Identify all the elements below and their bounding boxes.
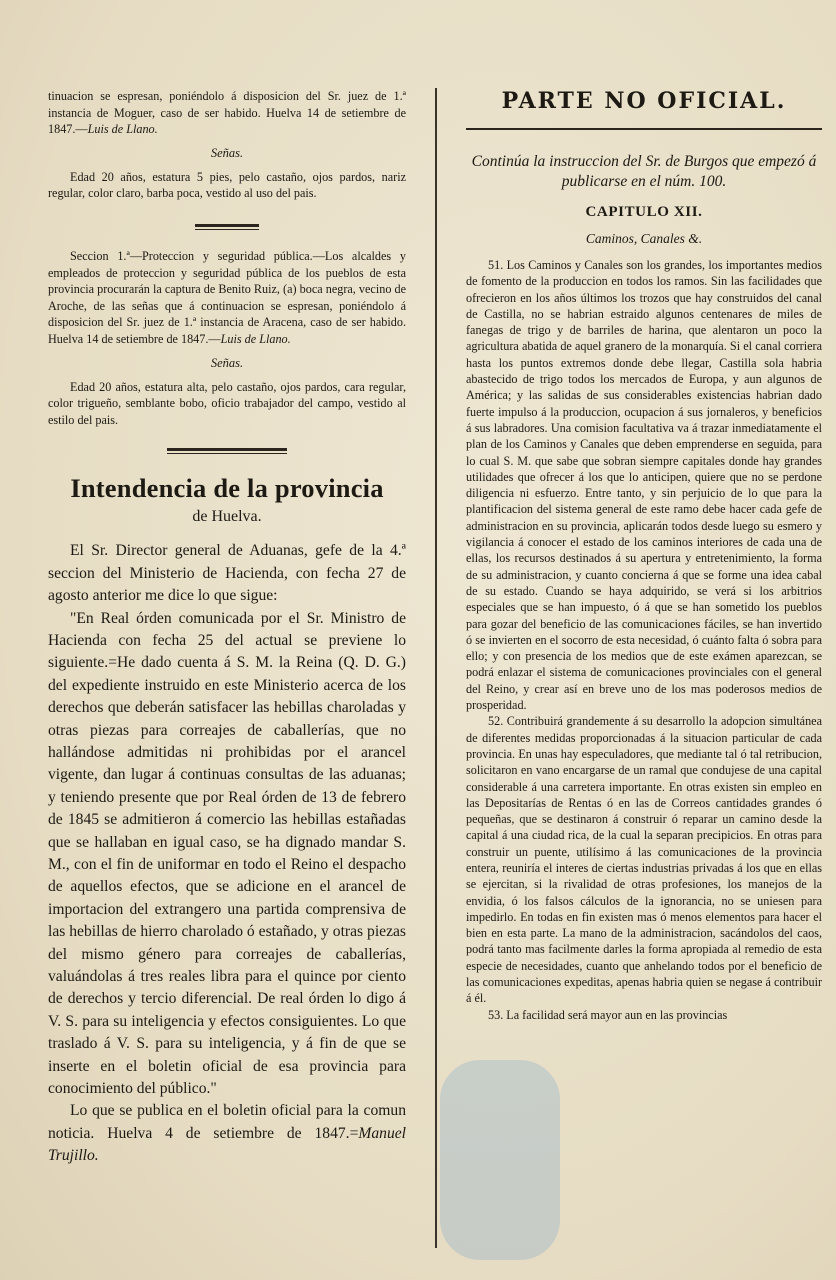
chapter-heading: CAPITULO XII. <box>585 204 703 220</box>
body-paragraph-3: Lo que se publica en el boletin oficial para la comun noticia. Huelva 4 de setiembre de 1847.=Manuel Trujillo. <box>48 1102 406 1165</box>
parte-no-oficial-heading: PARTE NO OFICIAL. <box>501 88 787 114</box>
right-column <box>466 88 822 1023</box>
section-divider <box>167 448 287 451</box>
intendencia-subheading: de Huelva. <box>192 508 262 526</box>
senas-text-1: Edad 20 años, estatura 5 pies, pelo castaño, ojos pardos, nariz regular, color claro, barba poca, vestido al uso del pais. <box>48 169 406 201</box>
paragraph-53: 53. La facilidad será mayor aun en las provincias <box>488 1007 728 1022</box>
senas-label-2: Señas. <box>210 355 244 370</box>
senas-text-2: Edad 20 años, estatura alta, pelo castaño, ojos pardos, cara regular, color trigueño, semblante bobo, oficio trabajador del campo, vestido al estilo del pais. <box>48 379 406 427</box>
notice-paragraph-1: tinuacion se espresan, poniéndolo á disposicion del Sr. juez de 1.ª instancia de Moguer, caso de ser habido. Huelva 14 de setiembre de 1847.—Luis de Llano. <box>48 89 406 137</box>
body-paragraph-1: El Sr. Director general de Aduanas, gefe de la 4.ª seccion del Ministerio de Hacienda, con fecha 27 de agosto anterior me dice lo que sigue: <box>48 542 406 605</box>
seccion-paragraph: Seccion 1.ª—Proteccion y seguridad pública.—Los alcaldes y empleados de proteccion y seguridad pública de los pueblos de esta provincia procurarán la captura de Benito Ruiz, (a) boca negra, vecino de Aroche, de las señas que á continuacion se espresan, poniéndolo á disposicion del Sr. juez de 1.ª instancia de Aracena, caso de ser habido. Huelva 14 de setiembre de 1847.—Luis de Llano. <box>48 248 406 346</box>
header-rule <box>466 128 822 130</box>
left-column <box>48 88 406 1168</box>
intendencia-heading: Intendencia de la provincia <box>70 473 384 504</box>
column-divider <box>435 88 437 1248</box>
body-paragraph-2: "En Real órden comunicada por el Sr. Ministro de Hacienda con fecha 25 del actual se previene lo siguiente.=He dado cuenta á S. M. la Reina (Q. D. G.) del expediente instruido en este Ministerio acerca de los derechos que deberán satisfacer las hebillas charoladas y otras piezas para correajes de caballerías, que no hallándose admitidas ni prohibidas por el arancel vigente, dan lugar á continuas consultas de las aduanas; y teniendo presente que por Real órden de 13 de febrero de 1845 se admitieron á comercio las hebillas estañadas que se hallaban en igual caso, se ha dignado mandar S. M., con el fin de uniformar en todo el Reino el despacho de aquellos efectos, que se adicione en el arancel de importacion del extrangero una partida comprensiva de las hebillas de hierro charolado ó estañado, y otras piezas del mismo género para correajes de caballerías, valuándolas á tres reales libra para el quince por ciento de derechos y tercio diferencial. De real órden lo digo á V. S. para su inteligencia y efectos consiguientes. Lo que traslado á V. S. para su inteligencia, y á fin de que se inserte en el boletin oficial de esa provincia para conocimiento del público." <box>48 609 406 1098</box>
continuation-intro: Continúa la instruccion del Sr. de Burgos que empezó á publicarse en el núm. 100. <box>471 153 817 190</box>
short-divider <box>195 224 259 227</box>
senas-label-1: Señas. <box>210 145 244 160</box>
chapter-subheading: Caminos, Canales &. <box>585 231 703 246</box>
paragraph-51: 51. Los Caminos y Canales son los grandes, los importantes medios de fomento de la produccion en todos los ramos. Sin las facilidades que ofrecieron en los años últimos los trozos que hay construidos del canal de Castilla, no se habrian estraido algunos centenares de miles de fanegas de trigo y de barriles de harina, que alentaron un poco la agricultura abatida de aquel granero de la monarquía. Si el canal corriera hasta los puntos extremos donde debe llegar, Castilla sola habria abastecido de trigo todos los mercados de Europa, y aun algunos de América; y las salidas de sus considerables existencias habrian dado fuerte impulso á la produccion, ocupacion á sus jornaleros, y beneficios á sus labradores. Una comision facultativa va á trazar inmediatamente el plan de los Caminos y Canales que deben emprenderse en seguida, para lo cual S. M. que sabe que sobran siempre capitales donde hay grandes utilidades que ofrecer á los que lo anticipen, quiere que no se perdone diligencia ni esfuerzo. Entre tanto, y sin perjuicio de lo que para la plantificacion del sistema general de este ramo debe hacer cada gefe de administracion en su provincia, aplicarán todos desde luego su esmero y vigilancia á conocer el estado de los caminos interiores de cada una de ellas, los recursos destinados á su apertura y entretenimiento, la forma de su administracion, y cuanto concierna á que se forme una idea cabal de su estado. Cuando se haya adquirido, se verá si los arbitrios especiales que se han impuesto, ó á que se han sometido los pueblos para gozar del beneficio de las comunicaciones fáciles, se han invertido ó se invierten en el socorro de esta necesidad, ó cuánto falta ó sobra para ello; y con presencia de los medios que de este exámen aparezcan, se podrá enlazar el sistema de comunicaciones provinciales con el general del Reino, y crear así en breve uno de los mas poderosos medios de prosperidad. <box>466 258 822 713</box>
paragraph-52: 52. Contribuirá grandemente á su desarrollo la adopcion simultánea de diferentes medidas proporcionadas á la situacion particular de cada provincia. En unas hay especuladores, que mediante tal ó tal retribucion, solicitaron en vano encargarse de un ramal que condujese de una capital considerable á una carretera importante. En otras existen sin empleo en las Depositarías de Rentas ó en las de Correos cantidades grandes ó pequeñas, que se destinaron á construir ó reparar un camino desde la capital á una ciudad rica, de la cual la separan precipicios. En otras para construir un puente, utilísimo á las comunicaciones de la provincia entera, reuniría el interes de ciertas industrias privadas á los que en ellas se ejercitan, si la rivalidad de otras profesiones, los manejos de la envidia, ó los falsos cálculos de la ignorancia, no se uniesen para impedirlo. En todas en fin existen mas ó menos elementos para hacer el bien en esta parte. La mano de la administracion, sacándolos del caos, podrá tanto mas facilmente darles la forma apropiada al remedio de esta especie de necesidades, cuanto que anhelando todos por el beneficio de las comunicaciones expeditas, apenas habria quien se negase á contribuir á él. <box>466 714 823 1006</box>
library-stamp <box>440 1060 560 1260</box>
